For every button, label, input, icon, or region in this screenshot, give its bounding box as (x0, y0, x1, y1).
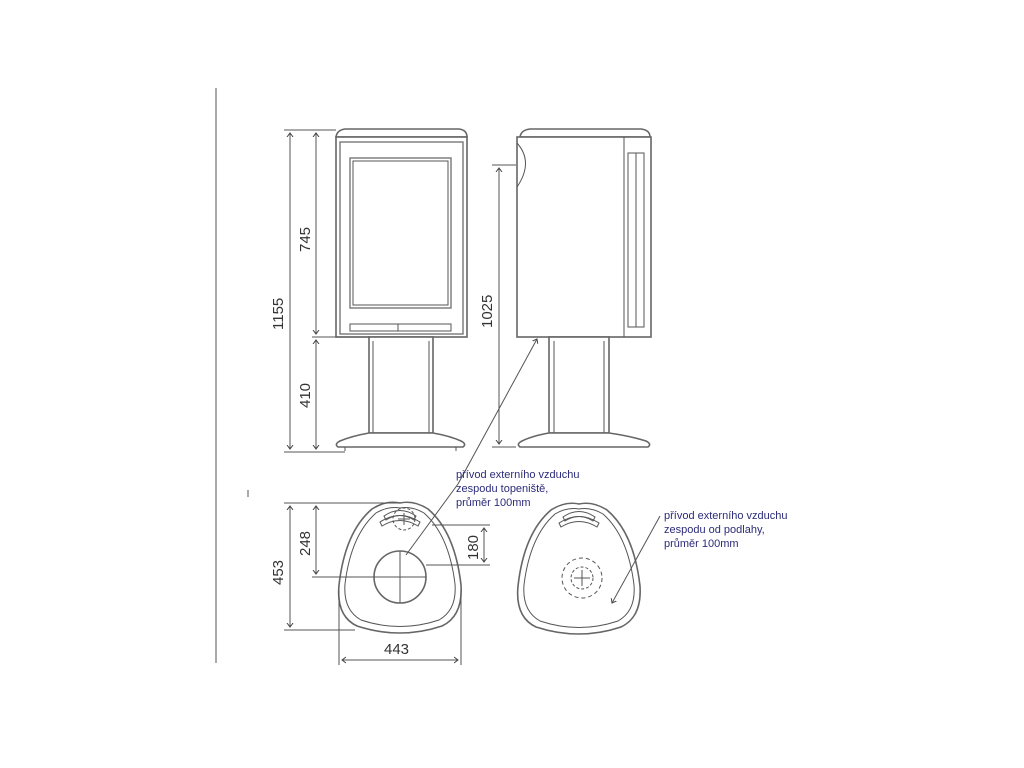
note-floor-line1: přívod externího vzduchu (664, 510, 788, 522)
dim-side-inlet-height: 1025 (479, 294, 496, 328)
note-rear-line3: průměr 100mm (456, 497, 531, 509)
note-floor-inlet (664, 510, 788, 550)
note-rear-line2: zespodu topeniště, (456, 483, 549, 495)
side-view (517, 129, 651, 447)
note-floor-line2: zespodu od podlahy, (664, 524, 765, 536)
dim-width: 443 (384, 641, 410, 658)
dim-total-height: 1155 (270, 297, 287, 330)
frame-lines (216, 88, 248, 663)
note-rear-line1: přívod externího vzduchu (456, 469, 580, 481)
dim-body-height: 745 (297, 226, 314, 252)
dim-depth-upper: 248 (297, 530, 314, 556)
dim-pedestal-height: 410 (297, 382, 314, 408)
plan-view-floor-inlet (518, 503, 641, 634)
note-floor-line3: průměr 100mm (664, 538, 739, 550)
plan-view-rear-inlet (339, 502, 462, 633)
dim-duct-offset: 180 (465, 534, 482, 560)
note-rear-inlet (456, 469, 580, 509)
front-view (336, 129, 467, 451)
dim-depth: 453 (270, 559, 287, 585)
side-dimensions (479, 165, 516, 447)
